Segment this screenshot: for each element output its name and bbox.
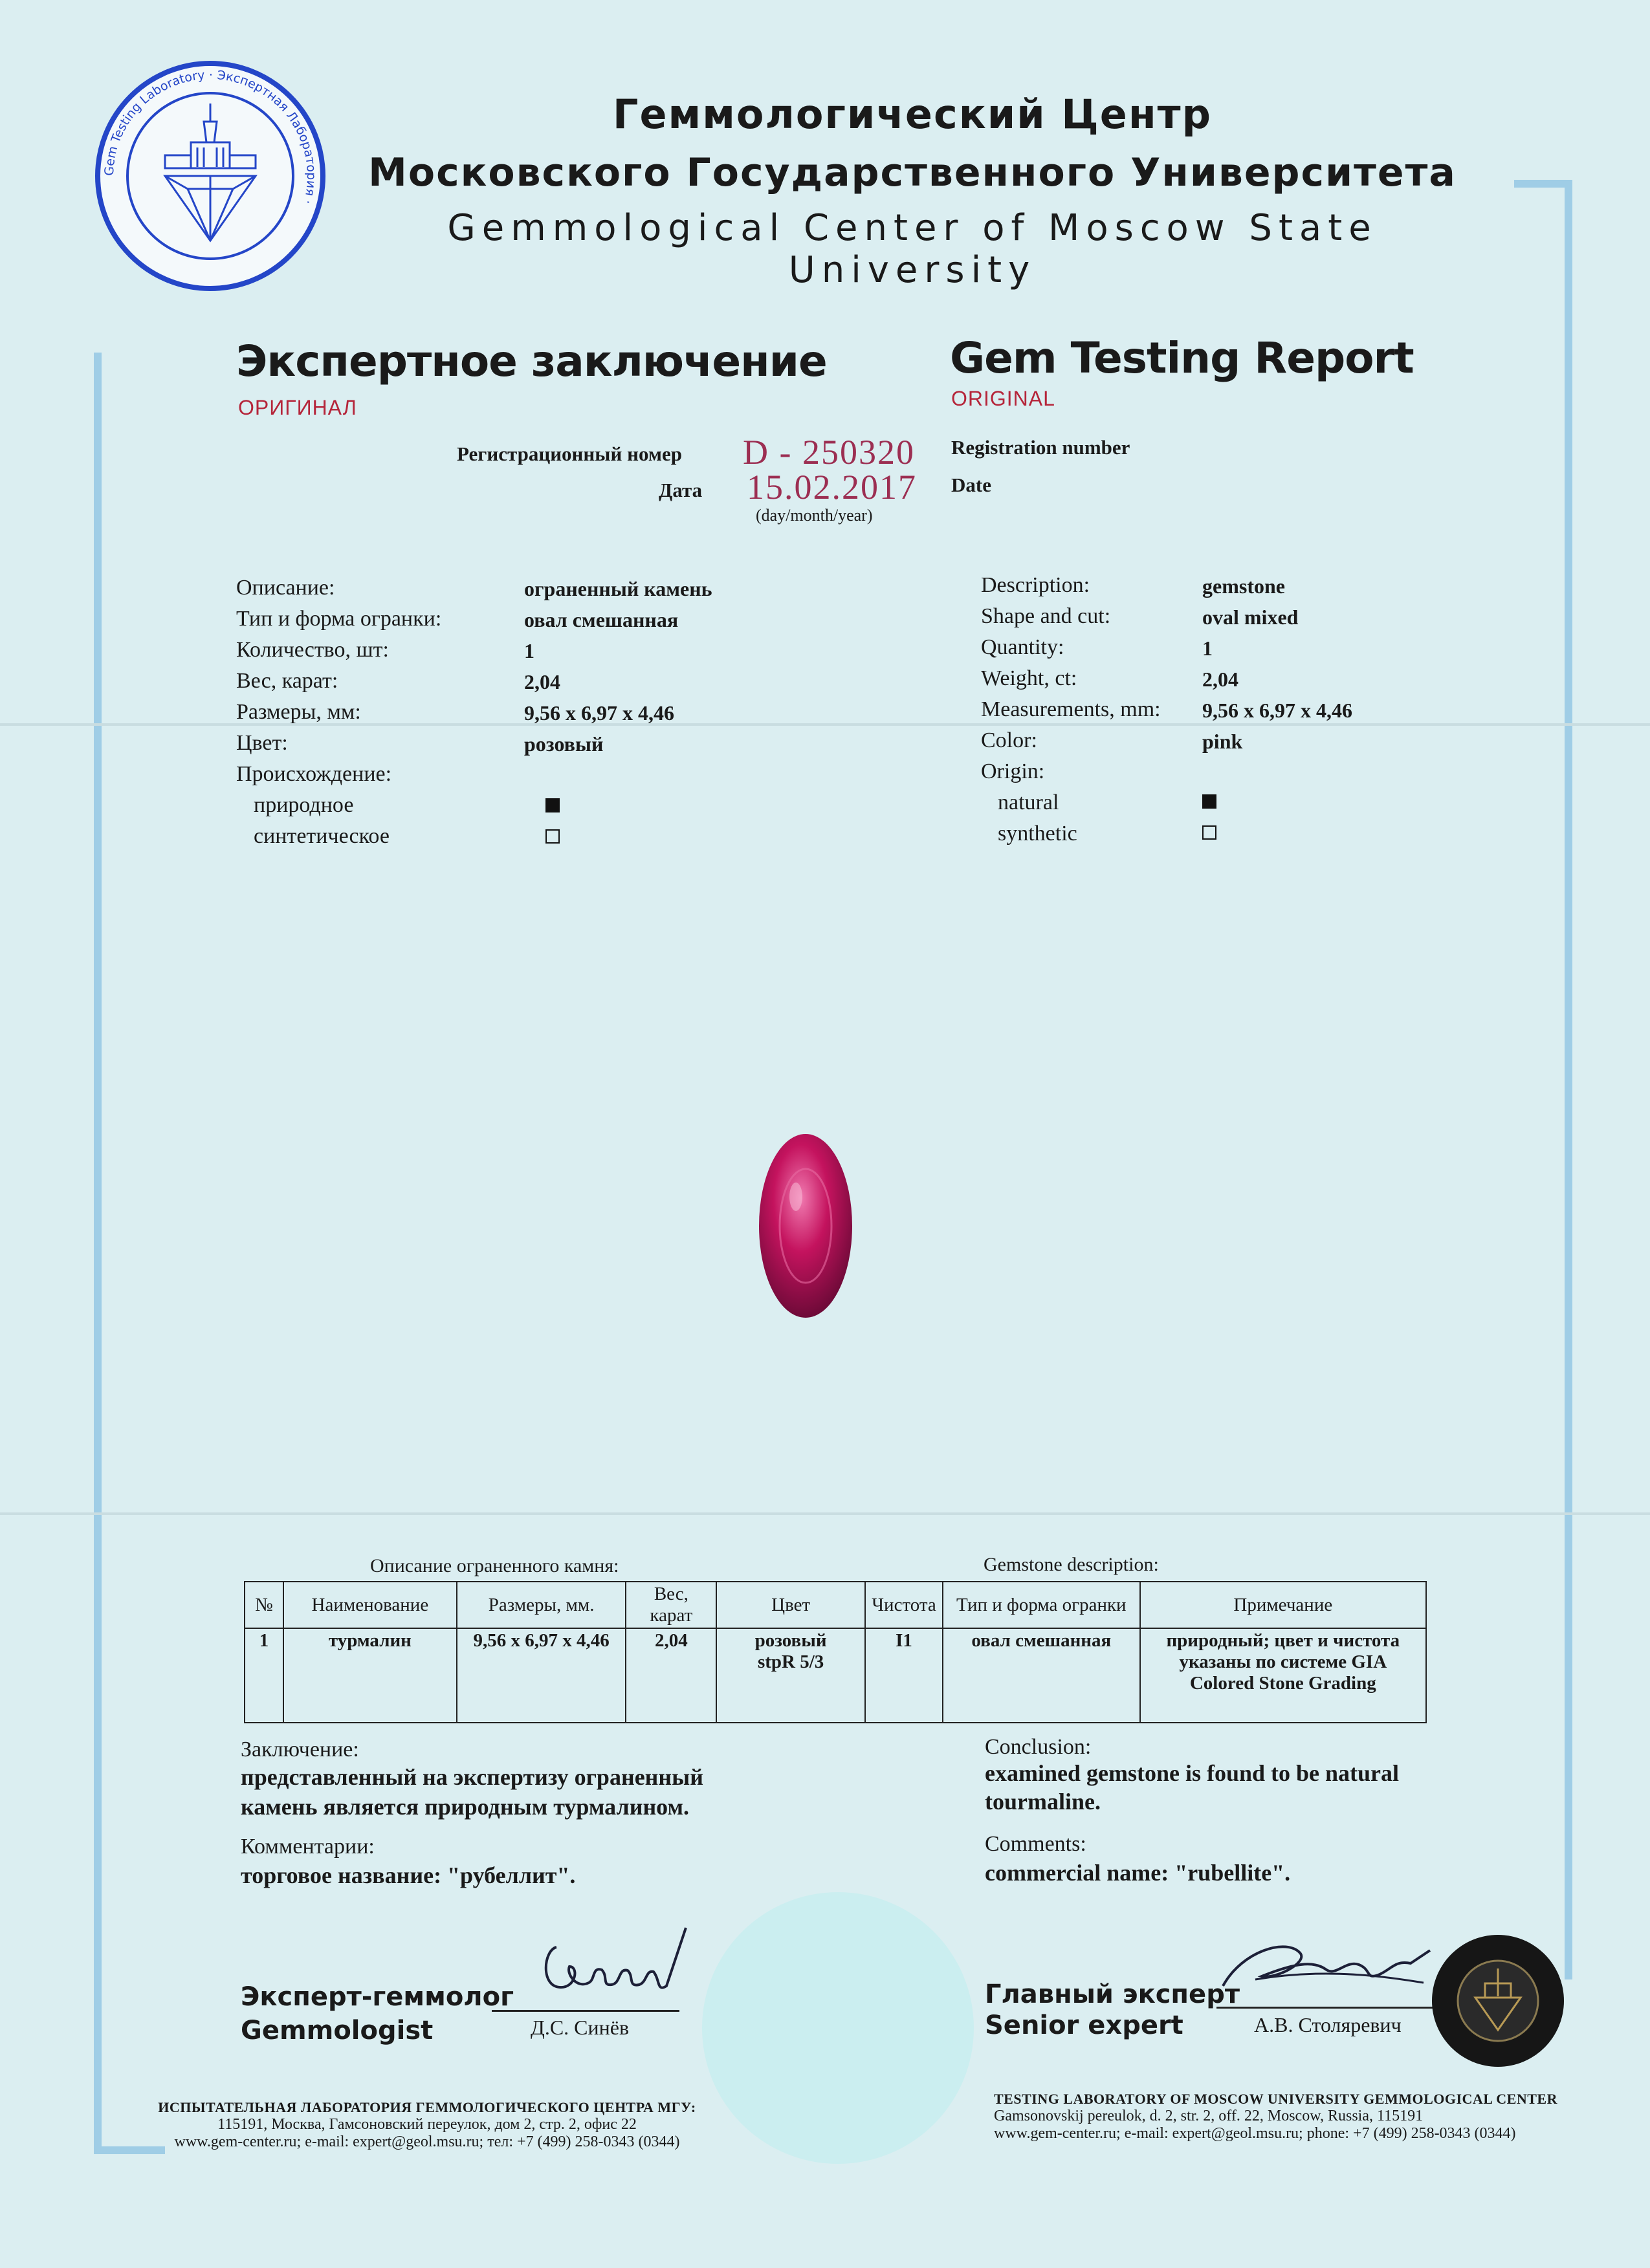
table-cell-size: 9,56 x 6,97 x 4,46 xyxy=(457,1628,626,1723)
signature-icon xyxy=(1216,1925,1436,2009)
table-cell-color xyxy=(716,1628,865,1723)
date-format: (day/month/year) xyxy=(756,506,873,525)
comments-label-ru: Комментарии: xyxy=(241,1835,375,1859)
frame-top-line xyxy=(1514,180,1572,188)
header-en-line: Gemmological Center of Moscow State University xyxy=(447,207,1378,291)
reg-label-ru: Регистрационный номер xyxy=(457,442,682,465)
table-header-cell: Примечание xyxy=(1140,1582,1426,1628)
detail-ru-value: розовый xyxy=(524,732,604,756)
footer-ru-title: ИСПЫТАТЕЛЬНАЯ ЛАБОРАТОРИЯ ГЕММОЛОГИЧЕСКОГО ЦЕНТРА МГУ: xyxy=(158,2099,696,2115)
conclusion-text-ru-2: камень является природным турмалином. xyxy=(241,1794,690,1820)
date-label-en: Date xyxy=(951,474,991,496)
detail-ru-label: Происхождение: xyxy=(236,762,392,786)
origin-en-natural: natural xyxy=(998,791,1059,814)
detail-en-value: 9,56 x 6,97 x 4,46 xyxy=(1202,699,1352,722)
seal-icon xyxy=(1430,1933,1566,2069)
frame-left-line xyxy=(94,353,102,2151)
table-cell-no: 1 xyxy=(245,1628,283,1723)
detail-en-value: 1 xyxy=(1202,637,1213,660)
detail-ru-label: Количество, шт: xyxy=(236,638,389,662)
detail-ru-value: 9,56 x 6,97 x 4,46 xyxy=(524,701,674,725)
comments-text-ru: торговое название: "рубеллит". xyxy=(241,1862,576,1888)
table-header-cell: Вес, карат xyxy=(626,1582,716,1628)
checkbox-ru-natural xyxy=(545,798,560,812)
checkbox-en-synthetic xyxy=(1202,825,1216,840)
table-header-cell: Чистота xyxy=(865,1582,943,1628)
table-cell-weight: 2,04 xyxy=(626,1628,716,1723)
title-en: Gem Testing Report xyxy=(950,333,1414,383)
table-cell-color-line: розовый xyxy=(754,1630,827,1651)
table-row xyxy=(245,1628,1426,1723)
detail-en-label: Quantity: xyxy=(981,635,1064,659)
comments-text-en: commercial name: "rubellite". xyxy=(985,1860,1291,1886)
original-en: ORIGINAL xyxy=(951,387,1055,410)
detail-ru-label: Описание: xyxy=(236,576,335,600)
msu-seal xyxy=(94,60,327,292)
checkbox-en-natural xyxy=(1202,794,1216,809)
reg-number: D - 250320 xyxy=(743,433,915,472)
gemmologist-role-ru: Эксперт-геммолог xyxy=(241,1982,514,2012)
detail-ru-label: Вес, карат: xyxy=(236,669,338,693)
signature-icon xyxy=(531,1915,699,2012)
gem-description-table xyxy=(244,1581,1427,1723)
detail-ru-value: ограненный камень xyxy=(524,577,712,600)
origin-ru-synthetic: синтетическое xyxy=(254,824,390,848)
detail-ru-value: овал смешанная xyxy=(524,608,679,631)
table-cell-color-line: stpR 5/3 xyxy=(757,1652,824,1672)
detail-en-label: Origin: xyxy=(981,759,1045,783)
detail-ru-value: 1 xyxy=(524,639,534,662)
embossed-stamp xyxy=(702,1892,974,2164)
seal-icon xyxy=(94,60,327,292)
gemstone-photo xyxy=(757,1132,854,1320)
frame-right-line xyxy=(1565,181,1572,1979)
detail-en-value: oval mixed xyxy=(1202,605,1299,629)
header-ru-line1: Геммологический Центр xyxy=(613,91,1212,138)
detail-en-label: Color: xyxy=(981,728,1037,752)
footer-en xyxy=(994,2091,1576,2143)
table-caption-en: Gemstone description: xyxy=(984,1554,1159,1575)
table-header-row xyxy=(245,1582,1426,1628)
comments-label-en: Comments: xyxy=(985,1832,1086,1856)
conclusion-text-en-2: tourmaline. xyxy=(985,1789,1101,1815)
checkbox-ru-synthetic xyxy=(545,829,560,844)
fold-line-lower xyxy=(0,1512,1650,1515)
detail-en-value: gemstone xyxy=(1202,574,1285,598)
senior-expert-role-ru: Главный эксперт xyxy=(985,1979,1240,2009)
table-cell-clarity: I1 xyxy=(865,1628,943,1723)
detail-en-label: Measurements, mm: xyxy=(981,697,1161,721)
table-header-cell: Тип и форма огранки xyxy=(943,1582,1140,1628)
gemmologist-signature xyxy=(531,1915,699,2012)
table-cell-note-line: указаны по системе GIA xyxy=(1179,1652,1387,1672)
conclusion-text-ru-1: представленный на экспертизу ограненный xyxy=(241,1764,704,1790)
report-date: 15.02.2017 xyxy=(747,468,917,507)
detail-en-label: Weight, ct: xyxy=(981,666,1077,690)
detail-en-label: Shape and cut: xyxy=(981,604,1111,628)
senior-expert-seal xyxy=(1430,1933,1566,2069)
footer-ru-contacts: www.gem-center.ru; e-mail: expert@geol.msu.ru; тел: +7 (499) 258-0343 (0344) xyxy=(174,2133,680,2150)
conclusion-label-en: Conclusion: xyxy=(985,1735,1092,1759)
senior-expert-role-en: Senior expert xyxy=(985,2011,1183,2040)
title-ru: Экспертное заключение xyxy=(236,336,827,386)
footer-ru-address: 115191, Москва, Гамсоновский переулок, дом 2, стр. 2, офис 22 xyxy=(217,2116,637,2133)
conclusion-label-ru: Заключение: xyxy=(241,1738,359,1761)
table-cell-note xyxy=(1140,1628,1426,1723)
origin-ru-natural: природное xyxy=(254,793,354,817)
senior-expert-signature xyxy=(1216,1925,1436,2009)
senior-expert-name: А.В. Столяревич xyxy=(1254,2013,1402,2036)
date-label-ru: Дата xyxy=(659,479,703,501)
table-header-cell: Наименование xyxy=(283,1582,457,1628)
origin-en-synthetic: synthetic xyxy=(998,822,1077,845)
conclusion-text-en-1: examined gemstone is found to be natural xyxy=(985,1760,1400,1786)
reg-label-en: Registration number xyxy=(951,436,1130,459)
footer-en-title: TESTING LABORATORY OF MOSCOW UNIVERSITY GEMMOLOGICAL CENTER xyxy=(994,2091,1557,2107)
detail-ru-label: Размеры, мм: xyxy=(236,700,361,724)
footer-en-contacts: www.gem-center.ru; e-mail: expert@geol.msu.ru; phone: +7 (499) 258-0343 (0344) xyxy=(994,2125,1516,2142)
table-cell-note-line: Colored Stone Grading xyxy=(1189,1673,1376,1694)
detail-en-value: pink xyxy=(1202,730,1243,753)
table-header-cell: Цвет xyxy=(716,1582,865,1628)
detail-en-label: Description: xyxy=(981,573,1090,597)
gemmologist-role-en: Gemmologist xyxy=(241,2016,434,2045)
original-ru: ОРИГИНАЛ xyxy=(238,396,357,419)
detail-ru-label: Цвет: xyxy=(236,731,288,755)
table-caption-ru: Описание ограненного камня: xyxy=(370,1555,619,1576)
table-cell-cut: овал смешанная xyxy=(943,1628,1140,1723)
gemmologist-name: Д.С. Синёв xyxy=(531,2016,630,2039)
detail-ru-label: Тип и форма огранки: xyxy=(236,607,442,631)
gemstone-icon xyxy=(757,1132,854,1320)
detail-ru-value: 2,04 xyxy=(524,670,560,693)
header-ru-line2: Московского Государственного Университета xyxy=(368,150,1457,195)
table-cell-note-line: природный; цвет и чистота xyxy=(1166,1630,1400,1651)
table-cell-name: турмалин xyxy=(283,1628,457,1723)
detail-en-value: 2,04 xyxy=(1202,668,1238,691)
footer-ru xyxy=(116,2099,738,2151)
table-header-cell: № xyxy=(245,1582,283,1628)
table-header-cell: Размеры, мм. xyxy=(457,1582,626,1628)
footer-en-address: Gamsonovskij pereulok, d. 2, str. 2, off. 22, Moscow, Russia, 115191 xyxy=(994,2108,1424,2124)
seal-ring-text: Gem Testing Laboratory · Экспертная Лаборатория · xyxy=(102,67,319,206)
